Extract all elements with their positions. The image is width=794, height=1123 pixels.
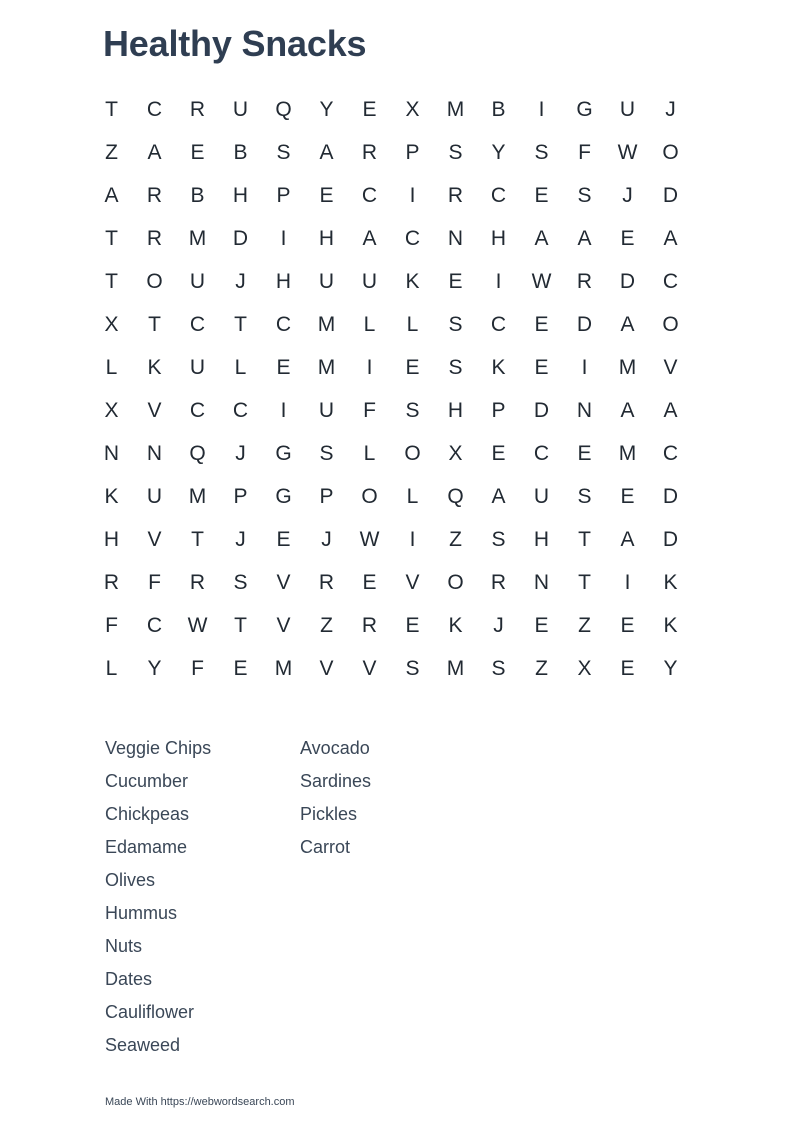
grid-letter: Q bbox=[275, 97, 292, 121]
word-list-item: Nuts bbox=[105, 936, 143, 956]
word-list-item: Cauliflower bbox=[105, 1002, 195, 1022]
grid-letter: B bbox=[233, 140, 248, 164]
grid-letter: E bbox=[620, 484, 635, 508]
grid-letter: C bbox=[146, 613, 163, 637]
grid-letter: Y bbox=[319, 97, 334, 121]
grid-letter: M bbox=[446, 656, 465, 680]
grid-letter: E bbox=[620, 226, 635, 250]
grid-letter: N bbox=[146, 441, 163, 465]
grid-letter: R bbox=[189, 570, 206, 594]
grid-letter: G bbox=[275, 484, 292, 508]
grid-letter: S bbox=[405, 398, 420, 422]
grid-letter: C bbox=[189, 312, 206, 336]
grid-letter: S bbox=[319, 441, 334, 465]
grid-letter: Q bbox=[189, 441, 206, 465]
grid-letter: V bbox=[362, 656, 377, 680]
grid-letter: Z bbox=[578, 613, 591, 637]
grid-letter: L bbox=[406, 312, 419, 336]
grid-letter: T bbox=[105, 97, 118, 121]
grid-letter: A bbox=[620, 527, 635, 551]
grid-letter: T bbox=[234, 613, 247, 637]
grid-letter: T bbox=[105, 226, 118, 250]
grid-letter: S bbox=[491, 527, 506, 551]
grid-letter: O bbox=[146, 269, 163, 293]
grid-letter: V bbox=[276, 613, 291, 637]
grid-letter: O bbox=[662, 140, 679, 164]
grid-letter: S bbox=[577, 484, 592, 508]
grid-letter: G bbox=[275, 441, 292, 465]
grid-letter: A bbox=[620, 312, 635, 336]
grid-letter: R bbox=[361, 613, 378, 637]
grid-letter: S bbox=[448, 140, 463, 164]
grid-letter: U bbox=[318, 269, 335, 293]
grid-letter: J bbox=[321, 527, 332, 551]
word-list bbox=[105, 732, 495, 1062]
grid-letter: X bbox=[104, 398, 119, 422]
grid-letter: H bbox=[533, 527, 550, 551]
grid-letter: L bbox=[105, 656, 118, 680]
grid-letter: M bbox=[188, 484, 207, 508]
grid-letter: K bbox=[491, 355, 506, 379]
grid-letter: I bbox=[366, 355, 373, 379]
grid-letter: T bbox=[191, 527, 204, 551]
grid-letter: Y bbox=[491, 140, 506, 164]
grid-letter: A bbox=[147, 140, 162, 164]
page-title: Healthy Snacks bbox=[103, 23, 367, 64]
grid-letter: M bbox=[618, 441, 637, 465]
grid-letter: M bbox=[446, 97, 465, 121]
grid-letter: E bbox=[491, 441, 506, 465]
grid-letter: G bbox=[576, 97, 593, 121]
grid-letter: M bbox=[317, 312, 336, 336]
grid-letter: V bbox=[147, 398, 162, 422]
grid-letter: R bbox=[189, 97, 206, 121]
footer-credit: Made With https://webwordsearch.com bbox=[105, 1096, 295, 1108]
grid-letter: S bbox=[448, 312, 463, 336]
grid-letter: M bbox=[188, 226, 207, 250]
grid-letter: R bbox=[361, 140, 378, 164]
grid-letter: E bbox=[620, 613, 635, 637]
grid-letter: H bbox=[447, 398, 464, 422]
grid-letter: S bbox=[577, 183, 592, 207]
grid-letter: U bbox=[189, 355, 206, 379]
grid-letter: D bbox=[232, 226, 249, 250]
grid-letter: L bbox=[105, 355, 118, 379]
grid-letter: I bbox=[280, 226, 287, 250]
grid-letter: Z bbox=[535, 656, 548, 680]
grid-letter: L bbox=[363, 312, 376, 336]
grid-letter: A bbox=[577, 226, 592, 250]
grid-letter: I bbox=[624, 570, 631, 594]
grid-letter: E bbox=[620, 656, 635, 680]
grid-letter: S bbox=[491, 656, 506, 680]
grid-letter: C bbox=[146, 97, 163, 121]
grid-letter: I bbox=[581, 355, 588, 379]
grid-letter: E bbox=[362, 97, 377, 121]
word-list-item: Veggie Chips bbox=[105, 738, 212, 758]
grid-letter: O bbox=[447, 570, 464, 594]
grid-letter: A bbox=[663, 398, 678, 422]
grid-letter: K bbox=[104, 484, 119, 508]
grid-letter: T bbox=[105, 269, 118, 293]
grid-letter: J bbox=[235, 527, 246, 551]
grid-letter: M bbox=[618, 355, 637, 379]
grid-letter: I bbox=[409, 183, 416, 207]
grid-letter: F bbox=[578, 140, 591, 164]
grid-letter: R bbox=[146, 183, 163, 207]
grid-letter: U bbox=[146, 484, 163, 508]
grid-letter: K bbox=[405, 269, 420, 293]
grid-letter: H bbox=[232, 183, 249, 207]
word-list-item: Hummus bbox=[105, 903, 178, 923]
grid-letter: S bbox=[534, 140, 549, 164]
grid-letter: U bbox=[619, 97, 636, 121]
grid-letter: L bbox=[406, 484, 419, 508]
grid-letter: D bbox=[619, 269, 636, 293]
grid-letter: A bbox=[104, 183, 119, 207]
grid-letter: I bbox=[495, 269, 502, 293]
grid-letter: D bbox=[533, 398, 550, 422]
grid-letter: C bbox=[189, 398, 206, 422]
grid-letter: T bbox=[148, 312, 161, 336]
grid-letter: H bbox=[490, 226, 507, 250]
grid-letter: K bbox=[663, 613, 678, 637]
grid-letter: V bbox=[319, 656, 334, 680]
grid-letter: Q bbox=[447, 484, 464, 508]
grid-letter: C bbox=[662, 269, 679, 293]
grid-letter: R bbox=[576, 269, 593, 293]
grid-letter: S bbox=[233, 570, 248, 594]
grid-letter: Y bbox=[147, 656, 162, 680]
grid-letter: I bbox=[538, 97, 545, 121]
grid-letter: X bbox=[577, 656, 592, 680]
grid-letter: M bbox=[317, 355, 336, 379]
grid-letter: C bbox=[361, 183, 378, 207]
grid-letter: F bbox=[363, 398, 376, 422]
word-list-item: Sardines bbox=[300, 771, 372, 791]
grid-letter: E bbox=[534, 312, 549, 336]
grid-letter: A bbox=[534, 226, 549, 250]
grid-letter: E bbox=[448, 269, 463, 293]
grid-letter: R bbox=[146, 226, 163, 250]
grid-letter: E bbox=[362, 570, 377, 594]
grid-letter: X bbox=[405, 97, 420, 121]
grid-letter: P bbox=[319, 484, 334, 508]
grid-letter: D bbox=[576, 312, 593, 336]
word-list-item: Cucumber bbox=[105, 771, 189, 791]
grid-letter: V bbox=[405, 570, 420, 594]
grid-letter: A bbox=[663, 226, 678, 250]
grid-letter: F bbox=[105, 613, 118, 637]
grid-letter: N bbox=[533, 570, 550, 594]
grid-letter: K bbox=[448, 613, 463, 637]
grid-letter: H bbox=[103, 527, 120, 551]
grid-letter: I bbox=[280, 398, 287, 422]
grid-letter: E bbox=[534, 183, 549, 207]
grid-letter: D bbox=[662, 484, 679, 508]
grid-letter: J bbox=[622, 183, 633, 207]
grid-letter: D bbox=[662, 183, 679, 207]
grid-letter: X bbox=[104, 312, 119, 336]
grid-letter: V bbox=[663, 355, 678, 379]
grid-letter: J bbox=[235, 269, 246, 293]
grid-letter: C bbox=[404, 226, 421, 250]
grid-letter: Z bbox=[105, 140, 118, 164]
grid-letter: U bbox=[533, 484, 550, 508]
grid-letter: U bbox=[361, 269, 378, 293]
grid-letter: T bbox=[578, 570, 591, 594]
grid-letter: J bbox=[493, 613, 504, 637]
grid-letter: B bbox=[491, 97, 506, 121]
grid-letter: N bbox=[576, 398, 593, 422]
grid-letter: W bbox=[359, 527, 380, 551]
grid-letter: V bbox=[147, 527, 162, 551]
grid-letter: J bbox=[665, 97, 676, 121]
grid-letter: E bbox=[534, 355, 549, 379]
grid-letter: O bbox=[361, 484, 378, 508]
grid-letter: A bbox=[319, 140, 334, 164]
grid-letter: M bbox=[274, 656, 293, 680]
grid-letter: R bbox=[318, 570, 335, 594]
grid-letter: C bbox=[232, 398, 249, 422]
grid-letter: S bbox=[448, 355, 463, 379]
grid-letter: I bbox=[409, 527, 416, 551]
grid-letter: V bbox=[276, 570, 291, 594]
grid-letter: N bbox=[103, 441, 120, 465]
grid-letter: U bbox=[318, 398, 335, 422]
grid-letter: N bbox=[447, 226, 464, 250]
grid-letter: K bbox=[663, 570, 678, 594]
grid-letter: L bbox=[363, 441, 376, 465]
grid-letter: W bbox=[617, 140, 638, 164]
grid-letter: F bbox=[191, 656, 204, 680]
grid-letter: Y bbox=[663, 656, 678, 680]
grid-letter: E bbox=[276, 355, 291, 379]
grid-letter: P bbox=[276, 183, 291, 207]
word-list-item: Seaweed bbox=[105, 1035, 181, 1055]
grid-letter: T bbox=[578, 527, 591, 551]
grid-letter: R bbox=[103, 570, 120, 594]
grid-letter: A bbox=[620, 398, 635, 422]
grid-letter: O bbox=[662, 312, 679, 336]
grid-letter: W bbox=[187, 613, 208, 637]
grid-letter: C bbox=[662, 441, 679, 465]
grid-letter: C bbox=[275, 312, 292, 336]
grid-letter: A bbox=[491, 484, 506, 508]
word-list-item: Olives bbox=[105, 870, 156, 890]
grid-letter: P bbox=[491, 398, 506, 422]
grid-letter: S bbox=[276, 140, 291, 164]
word-list-item: Chickpeas bbox=[105, 804, 190, 824]
letter-grid bbox=[90, 88, 692, 690]
grid-letter: E bbox=[577, 441, 592, 465]
grid-letter: E bbox=[190, 140, 205, 164]
grid-letter: P bbox=[405, 140, 420, 164]
grid-letter: C bbox=[490, 183, 507, 207]
grid-letter: F bbox=[148, 570, 161, 594]
word-list-item: Dates bbox=[105, 969, 153, 989]
grid-letter: E bbox=[405, 355, 420, 379]
grid-letter: B bbox=[190, 183, 205, 207]
grid-letter: O bbox=[404, 441, 421, 465]
grid-letter: A bbox=[362, 226, 377, 250]
grid-letter: H bbox=[275, 269, 292, 293]
grid-letter: E bbox=[534, 613, 549, 637]
word-list-item: Edamame bbox=[105, 837, 188, 857]
grid-letter: L bbox=[234, 355, 247, 379]
grid-letter: D bbox=[662, 527, 679, 551]
grid-letter: H bbox=[318, 226, 335, 250]
word-list-item: Carrot bbox=[300, 837, 351, 857]
grid-letter: X bbox=[448, 441, 463, 465]
grid-letter: T bbox=[234, 312, 247, 336]
grid-letter: Z bbox=[320, 613, 333, 637]
grid-letter: E bbox=[405, 613, 420, 637]
grid-letter: S bbox=[405, 656, 420, 680]
word-list-item: Pickles bbox=[300, 804, 358, 824]
grid-letter: C bbox=[533, 441, 550, 465]
grid-letter: U bbox=[232, 97, 249, 121]
grid-letter: C bbox=[490, 312, 507, 336]
grid-letter: R bbox=[490, 570, 507, 594]
grid-letter: W bbox=[531, 269, 552, 293]
grid-letter: U bbox=[189, 269, 206, 293]
grid-letter: Z bbox=[449, 527, 462, 551]
grid-letter: R bbox=[447, 183, 464, 207]
grid-letter: J bbox=[235, 441, 246, 465]
grid-letter: E bbox=[233, 656, 248, 680]
word-list-item: Avocado bbox=[300, 738, 370, 758]
grid-letter: P bbox=[233, 484, 248, 508]
grid-letter: E bbox=[276, 527, 291, 551]
grid-letter: K bbox=[147, 355, 162, 379]
grid-letter: E bbox=[319, 183, 334, 207]
